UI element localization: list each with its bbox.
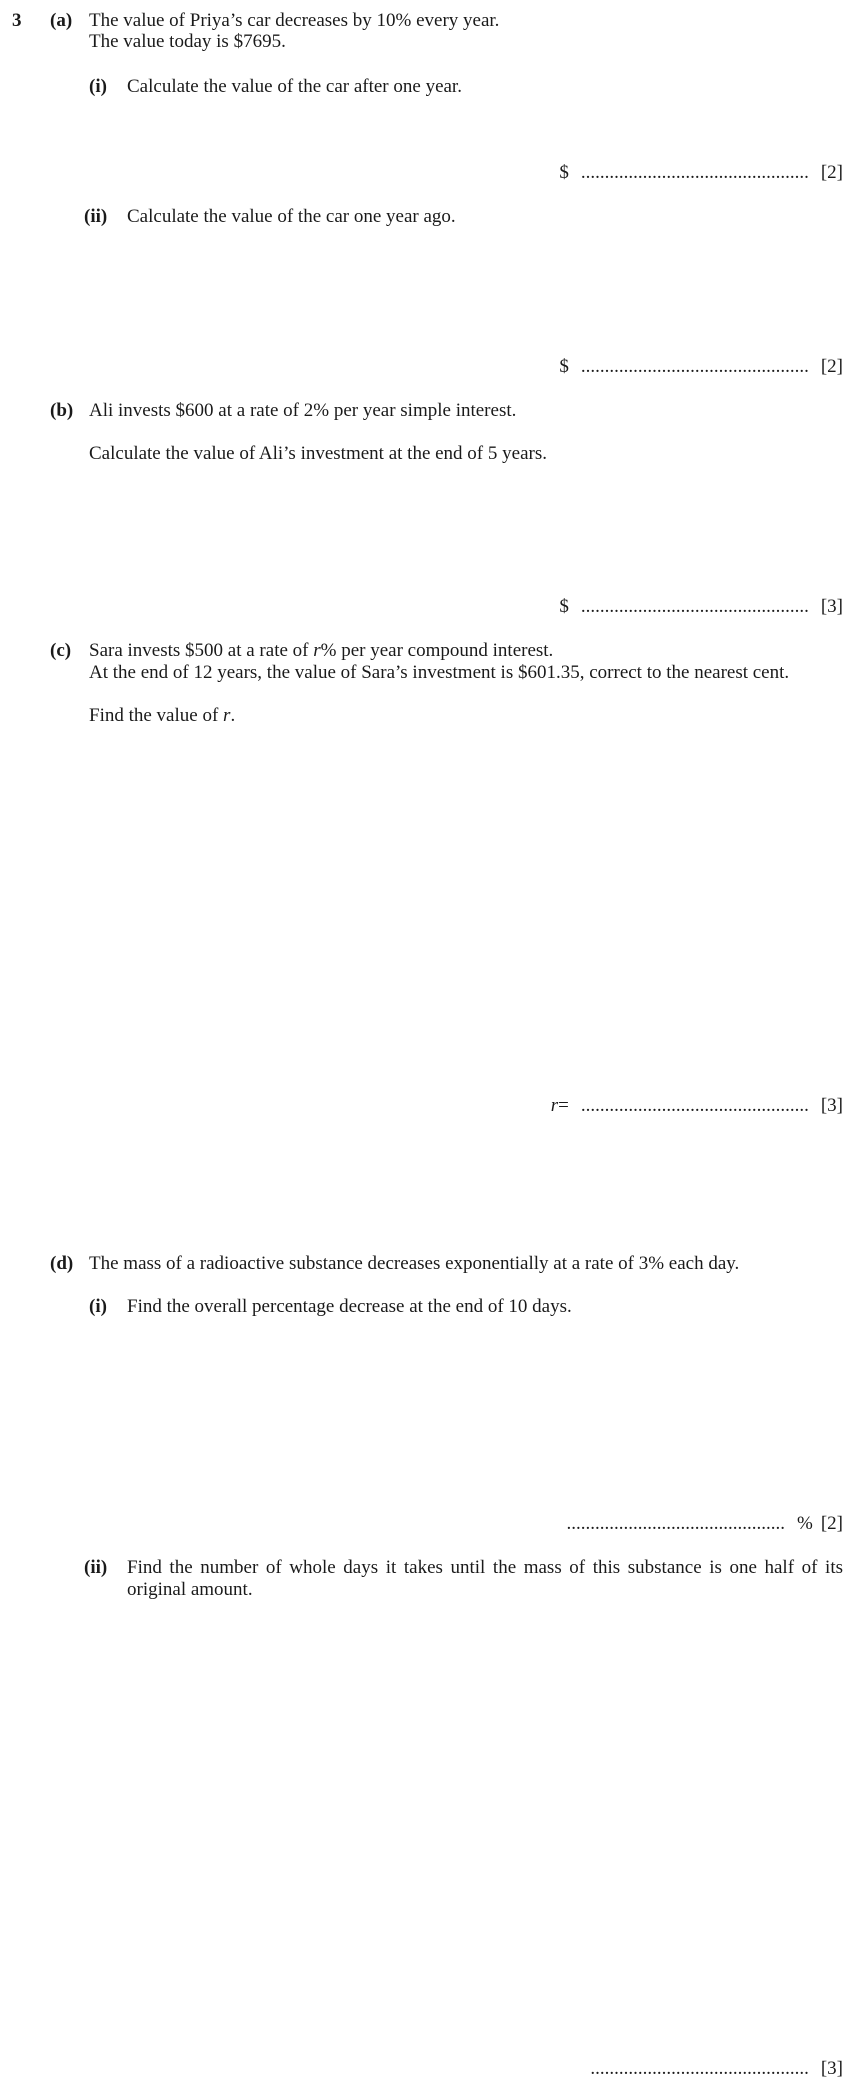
- part-c-line2: At the end of 12 years, the value of Sara’s investment is $601.35, correct to the nearest cent.: [89, 662, 790, 683]
- part-a-ii-label: (ii): [84, 206, 108, 227]
- answer-dots: ..............................................: [566, 1513, 786, 1534]
- answer-line-b[interactable]: [559, 596, 843, 618]
- part-a-label: (a): [50, 10, 73, 31]
- part-d-i-text: Find the overall percentage decrease at the end of 10 days.: [127, 1296, 572, 1317]
- dollar-sign: $: [559, 356, 569, 377]
- marks: [2]: [820, 356, 843, 377]
- answer-dots: ................................................: [580, 356, 809, 377]
- answer-dots: ................................................: [580, 596, 809, 617]
- part-b-line2: Calculate the value of Ali’s investment at the end of 5 years.: [89, 443, 547, 464]
- part-d-ii-text: Find the number of whole days it takes until the mass of this substance is one half of its original amount.: [127, 1557, 843, 1600]
- marks: [3]: [820, 1095, 843, 1116]
- marks: [3]: [820, 2058, 843, 2079]
- part-c-line3: Find the value of r.: [89, 705, 236, 726]
- answer-dots: ................................................: [580, 162, 809, 183]
- part-b-label: (b): [50, 400, 74, 421]
- part-b-line1: Ali invests $600 at a rate of 2% per year simple interest.: [89, 400, 517, 421]
- dollar-sign: $: [559, 596, 569, 617]
- answer-line-d-ii[interactable]: [590, 2058, 843, 2080]
- answer-line-a-ii[interactable]: [559, 356, 843, 378]
- marks: [2]: [820, 1513, 843, 1534]
- part-d-ii-label: (ii): [84, 1557, 108, 1578]
- answer-line-d-i[interactable]: [567, 1513, 843, 1535]
- part-a-line1: The value of Priya’s car decreases by 10% every year.: [89, 10, 500, 31]
- question-number: 3: [12, 10, 22, 31]
- part-a-i-label: (i): [89, 76, 107, 97]
- part-a-i-text: Calculate the value of the car after one year.: [127, 76, 462, 97]
- part-c-line1: Sara invests $500 at a rate of r% per year compound interest.: [89, 640, 554, 661]
- percent-sign: %: [797, 1513, 813, 1534]
- answer-variable: r: [550, 1095, 559, 1116]
- dollar-sign: $: [559, 162, 569, 183]
- part-a-line2: The value today is $7695.: [89, 31, 286, 52]
- part-d-i-label: (i): [89, 1296, 107, 1317]
- answer-dots: ..............................................: [590, 2058, 809, 2079]
- marks: [3]: [820, 596, 843, 617]
- part-a-ii-text: Calculate the value of the car one year ago.: [127, 206, 456, 227]
- part-c-label: (c): [50, 640, 72, 661]
- marks: [2]: [820, 162, 843, 183]
- part-d-line1: The mass of a radioactive substance decreases exponentially at a rate of 3% each day.: [89, 1253, 740, 1274]
- part-d-label: (d): [50, 1253, 74, 1274]
- answer-line-a-i[interactable]: [559, 162, 843, 184]
- answer-dots: ................................................: [580, 1095, 809, 1116]
- answer-line-c[interactable]: r = ................................................ [3]: [550, 1095, 843, 1116]
